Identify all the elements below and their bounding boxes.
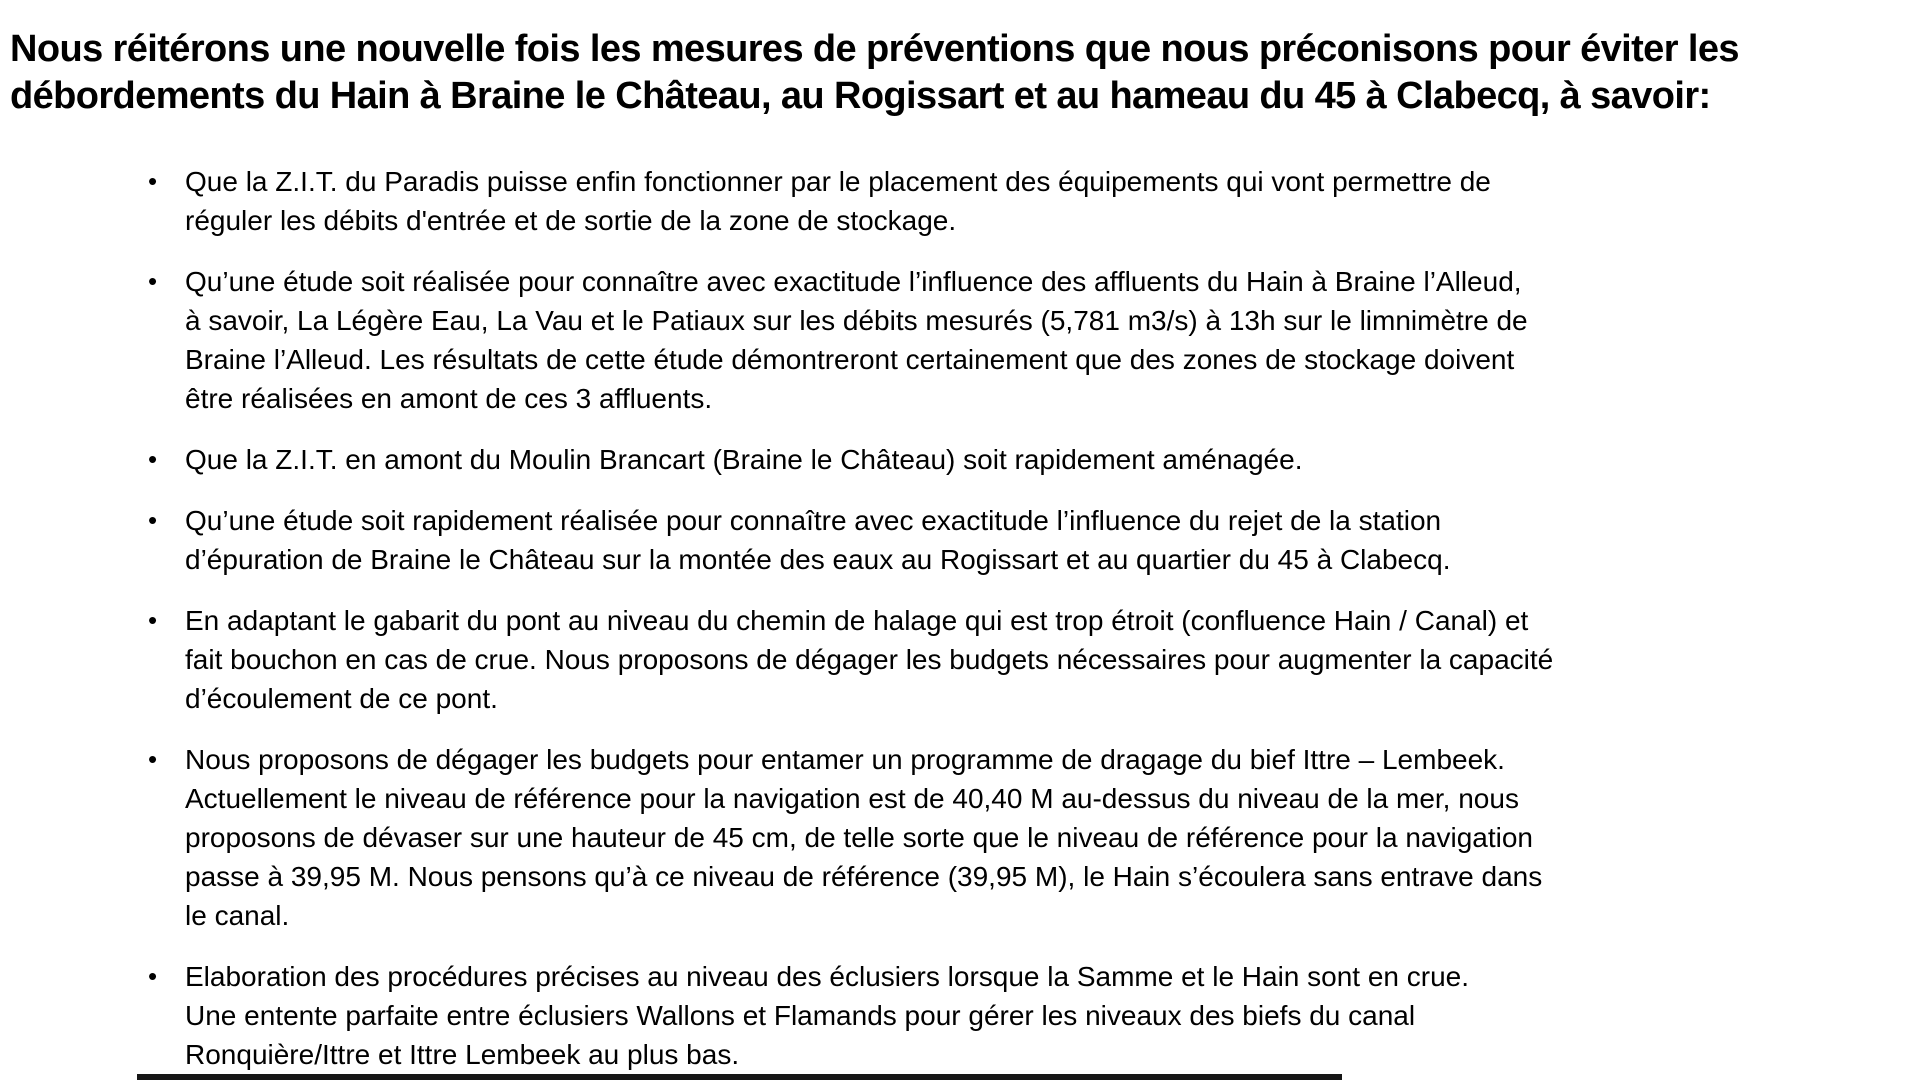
title-line-1: Nous réitérons une nouvelle fois les mesures de préventions que nous préconisons pour éviter les [10,28,1739,70]
bullet-icon: • [148,961,158,991]
text-line: Actuellement le niveau de référence pour la navigation est de 40,40 M au-dessus du niveau de la mer, nous [185,783,1519,814]
bullet-text [185,740,1920,935]
bullet-item-zit-paradis [0,162,1920,240]
text-line: Que la Z.I.T. du Paradis puisse enfin fonctionner par le placement des équipements qui vont permettre de [185,166,1491,197]
bullet-text [185,957,1920,1074]
text-line: d’écoulement de ce pont. [185,683,498,714]
bullet-icon: • [148,266,158,296]
bullet-text [185,501,1920,579]
bullet-icon: • [148,505,158,535]
title-line-2: débordements du Hain à Braine le Château, au Rogissart et au hameau du 45 à Clabecq, à savoir: [10,75,1711,117]
bullet-item-etude-affluents [0,262,1920,418]
text-line: Elaboration des procédures précises au niveau des éclusiers lorsque la Samme et le Hain sont en crue. [185,961,1470,992]
bullet-text [185,262,1920,418]
text-line: Braine l’Alleud. Les résultats de cette étude démontreront certainement que des zones de stockage doivent [185,344,1515,375]
text-line: passe à 39,95 M. Nous pensons qu’à ce niveau de référence (39,95 M), le Hain s’écoulera sans entrave dans [185,861,1543,892]
bullet-list [0,162,1920,1074]
bullet-icon: • [148,744,158,774]
text-line: Qu’une étude soit rapidement réalisée pour connaître avec exactitude l’influence du rejet de la station [185,505,1442,536]
bullet-item-zit-moulin-brancart [0,440,1920,479]
text-line: être réalisées en amont de ces 3 affluents. [185,383,713,414]
text-line: Que la Z.I.T. en amont du Moulin Brancart (Braine le Château) soit rapidement aménagée. [185,444,1303,475]
text-line: Qu’une étude soit réalisée pour connaître avec exactitude l’influence des affluents du Hain à Braine l’Alleud, [185,266,1522,297]
bullet-text [185,162,1920,240]
bullet-item-procedures-eclusiers [0,957,1920,1074]
bullet-item-gabarit-pont [0,601,1920,718]
text-line: Nous proposons de dégager les budgets pour entamer un programme de dragage du bief Ittre – Lembeek. [185,744,1505,775]
text-line: réguler les débits d'entrée et de sortie de la zone de stockage. [185,205,957,236]
text-line: fait bouchon en cas de crue. Nous proposons de dégager les budgets nécessaires pour augmenter la capacité [185,644,1554,675]
text-line: à savoir, La Légère Eau, La Vau et le Patiaux sur les débits mesurés (5,781 m3/s) à 13h sur le limnimètre de [185,305,1528,336]
bullet-item-etude-station-epuration [0,501,1920,579]
text-line: Ronquière/Ittre et Ittre Lembeek au plus bas. [185,1039,740,1070]
text-line: Une entente parfaite entre éclusiers Wallons et Flamands pour gérer les niveaux des biefs du canal [185,1000,1416,1031]
text-line: proposons de dévaser sur une hauteur de 45 cm, de telle sorte que le niveau de référence pour la navigation [185,822,1533,853]
text-line: d’épuration de Braine le Château sur la montée des eaux au Rogissart et au quartier du 45 à Clabecq. [185,544,1451,575]
text-line: En adaptant le gabarit du pont au niveau du chemin de halage qui est trop étroit (confluence Hain / Canal) et [185,605,1529,636]
cutoff-next-line-artifact [137,1074,1342,1080]
bullet-text [185,601,1920,718]
bullet-icon: • [148,166,158,196]
bullet-icon: • [148,444,158,474]
text-line: le canal. [185,900,290,931]
bullet-item-dragage-bief [0,740,1920,935]
bullet-text [185,440,1920,479]
bullet-icon: • [148,605,158,635]
page-title [0,0,1920,120]
